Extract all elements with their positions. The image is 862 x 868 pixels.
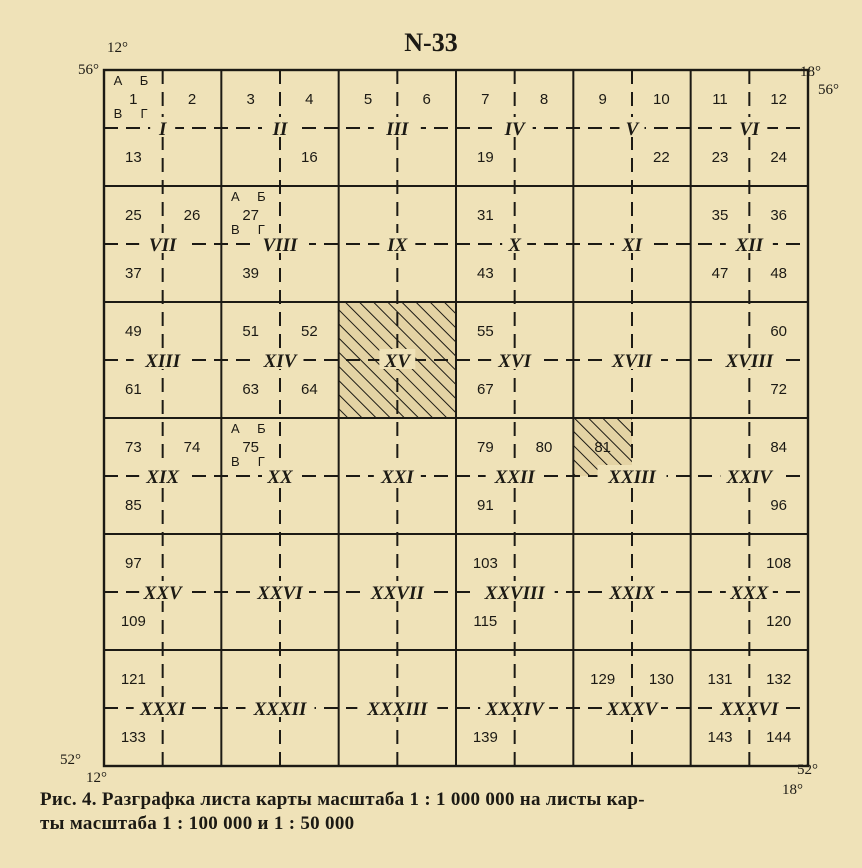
roman-sheet-label: VII <box>148 235 177 256</box>
roman-sheet-label: XVII <box>611 351 653 372</box>
sheet-number-7: 7 <box>481 91 490 108</box>
sheet-number-84: 84 <box>770 439 788 456</box>
roman-sheet-label: VI <box>739 119 760 140</box>
sheet-number-72: 72 <box>770 381 788 398</box>
roman-sheet-label: XXXVI <box>720 699 779 720</box>
sheet-number-12: 12 <box>770 91 788 108</box>
sheet-number-4: 4 <box>305 91 314 108</box>
roman-sheet-label: XXII <box>494 467 535 488</box>
roman-sheet-label: VIII <box>262 235 298 256</box>
roman-sheet-label: IV <box>504 119 525 140</box>
roman-sheet-label: XXI <box>380 467 414 488</box>
sheet-number-25: 25 <box>124 207 142 224</box>
sheet-number-8: 8 <box>539 91 549 108</box>
sheet-number-3: 3 <box>246 91 255 108</box>
sheet-number-120: 120 <box>766 613 792 630</box>
sub-sheet-letter: А <box>230 189 240 204</box>
sheet-number-13: 13 <box>124 149 142 166</box>
sheet-number-144: 144 <box>766 729 792 746</box>
sheet-number-35: 35 <box>711 207 729 224</box>
roman-sheet-label: XV <box>384 351 411 372</box>
sheet-number-1: 1 <box>129 91 138 108</box>
roman-sheet-label: XXV <box>143 583 182 604</box>
sheet-number-31: 31 <box>476 207 494 224</box>
sheet-number-52: 52 <box>300 323 318 340</box>
corner-top-right-lon: 18° <box>800 64 821 80</box>
sub-sheet-letter: Г <box>140 106 148 121</box>
corner-bottom-left-lon: 12° <box>86 770 107 786</box>
figure-caption <box>40 788 840 836</box>
roman-sheet-label: XI <box>621 235 643 256</box>
sub-sheet-letter: Г <box>257 454 265 469</box>
sheet-number-97: 97 <box>124 555 142 572</box>
sheet-number-75: 75 <box>242 439 260 456</box>
sub-sheet-letter: А <box>230 421 240 436</box>
roman-sheet-label: XX <box>267 467 293 488</box>
sheet-number-5: 5 <box>363 91 373 108</box>
corner-top-left-lat: 56° <box>78 62 99 78</box>
sheet-title: N-33 <box>404 28 458 57</box>
sheet-number-115: 115 <box>473 613 498 630</box>
roman-sheet-label: XIII <box>145 351 181 372</box>
sheet-number-49: 49 <box>124 323 142 340</box>
roman-sheet-label: XXXI <box>139 699 186 720</box>
sheet-number-55: 55 <box>476 323 494 340</box>
sheet-number-121: 121 <box>120 671 146 688</box>
sheet-number-16: 16 <box>300 149 318 166</box>
sheet-number-9: 9 <box>598 91 607 108</box>
sheet-number-81: 81 <box>594 439 612 456</box>
sheet-number-103: 103 <box>472 555 498 572</box>
sub-sheet-letter: А <box>113 73 123 88</box>
sheet-number-79: 79 <box>476 439 494 456</box>
roman-sheet-label: XXVII <box>370 583 424 604</box>
sheet-number-51: 51 <box>242 323 260 340</box>
sub-sheet-letter: Г <box>257 222 265 237</box>
sheet-number-63: 63 <box>242 381 260 398</box>
sheet-number-132: 132 <box>766 671 792 688</box>
roman-sheet-label: XXX <box>730 583 769 604</box>
sheet-number-109: 109 <box>120 613 146 630</box>
sheet-number-129: 129 <box>590 671 616 688</box>
roman-sheet-label: II <box>272 119 288 140</box>
caption-line-1: Рис. 4. Разграфка листа карты масштаба 1 : 1 000 000 на листы кар- <box>40 789 645 810</box>
roman-sheet-label: XXVIII <box>484 583 545 604</box>
roman-sheet-label: XXIV <box>726 467 773 488</box>
sheet-number-27: 27 <box>242 207 260 224</box>
sheet-number-61: 61 <box>124 381 142 398</box>
sub-sheet-letter: Б <box>139 73 149 88</box>
sheet-number-47: 47 <box>711 265 729 282</box>
sheet-number-60: 60 <box>770 323 788 340</box>
roman-sheet-label: XXVI <box>257 583 303 604</box>
sheet-number-39: 39 <box>242 265 260 282</box>
sheet-number-22: 22 <box>652 149 670 166</box>
corner-bottom-left-lat: 52° <box>60 752 81 768</box>
sheet-number-130: 130 <box>648 671 674 688</box>
roman-sheet-label: V <box>625 119 639 140</box>
sub-sheet-letter: В <box>113 106 123 121</box>
corner-top-right-lat: 56° <box>818 82 839 98</box>
sheet-number-36: 36 <box>770 207 788 224</box>
sheet-number-24: 24 <box>770 149 788 166</box>
sheet-number-23: 23 <box>711 149 729 166</box>
sub-sheet-letter: Б <box>257 189 266 204</box>
sheet-number-131: 131 <box>707 671 733 688</box>
corner-bottom-right-lat: 52° <box>797 762 818 778</box>
caption-line-2: ты масштаба 1 : 100 000 и 1 : 50 000 <box>40 813 355 834</box>
roman-sheet-label: XVIII <box>725 351 774 372</box>
roman-sheet-label: XIV <box>263 351 297 372</box>
sub-sheet-letter: В <box>230 222 240 237</box>
sub-sheet-letter: Б <box>257 421 266 436</box>
roman-sheet-label: XXXIV <box>485 699 544 720</box>
sub-sheet-letter: В <box>230 454 240 469</box>
sheet-number-37: 37 <box>124 265 142 282</box>
sheet-number-143: 143 <box>707 729 733 746</box>
roman-sheet-label: XVI <box>498 351 532 372</box>
sheet-number-74: 74 <box>183 439 201 456</box>
roman-sheet-label: XXIII <box>608 467 656 488</box>
sheet-number-64: 64 <box>300 381 318 398</box>
sheet-number-67: 67 <box>476 381 494 398</box>
sheet-number-73: 73 <box>124 439 142 456</box>
sheet-number-26: 26 <box>183 207 201 224</box>
corner-top-left-lon: 12° <box>107 40 128 56</box>
roman-sheet-label: XXXII <box>253 699 307 720</box>
roman-sheet-label: XII <box>735 235 764 256</box>
sheet-number-133: 133 <box>120 729 146 746</box>
sheet-number-108: 108 <box>766 555 792 572</box>
roman-sheet-label: IX <box>387 235 408 256</box>
sheet-number-2: 2 <box>187 91 197 108</box>
sheet-number-96: 96 <box>770 497 788 514</box>
sheet-number-91: 91 <box>476 497 494 514</box>
roman-sheet-label: X <box>508 235 522 256</box>
roman-sheet-label: XXXV <box>606 699 658 720</box>
sheet-number-6: 6 <box>422 91 431 108</box>
sheet-number-139: 139 <box>472 729 498 746</box>
sheet-number-80: 80 <box>535 439 553 456</box>
sheet-number-43: 43 <box>476 265 494 282</box>
sheet-number-85: 85 <box>124 497 142 514</box>
sheet-number-48: 48 <box>770 265 788 282</box>
roman-sheet-label: XXIX <box>609 583 655 604</box>
roman-sheet-label: XXXIII <box>367 699 428 720</box>
sheet-number-10: 10 <box>652 91 670 108</box>
roman-sheet-label: I <box>158 119 167 140</box>
roman-sheet-label: XIX <box>146 467 180 488</box>
sheet-number-11: 11 <box>712 91 728 108</box>
roman-sheet-label: III <box>386 119 409 140</box>
sheet-number-19: 19 <box>476 149 494 166</box>
corner-bottom-right-lon: 18° <box>782 782 803 798</box>
